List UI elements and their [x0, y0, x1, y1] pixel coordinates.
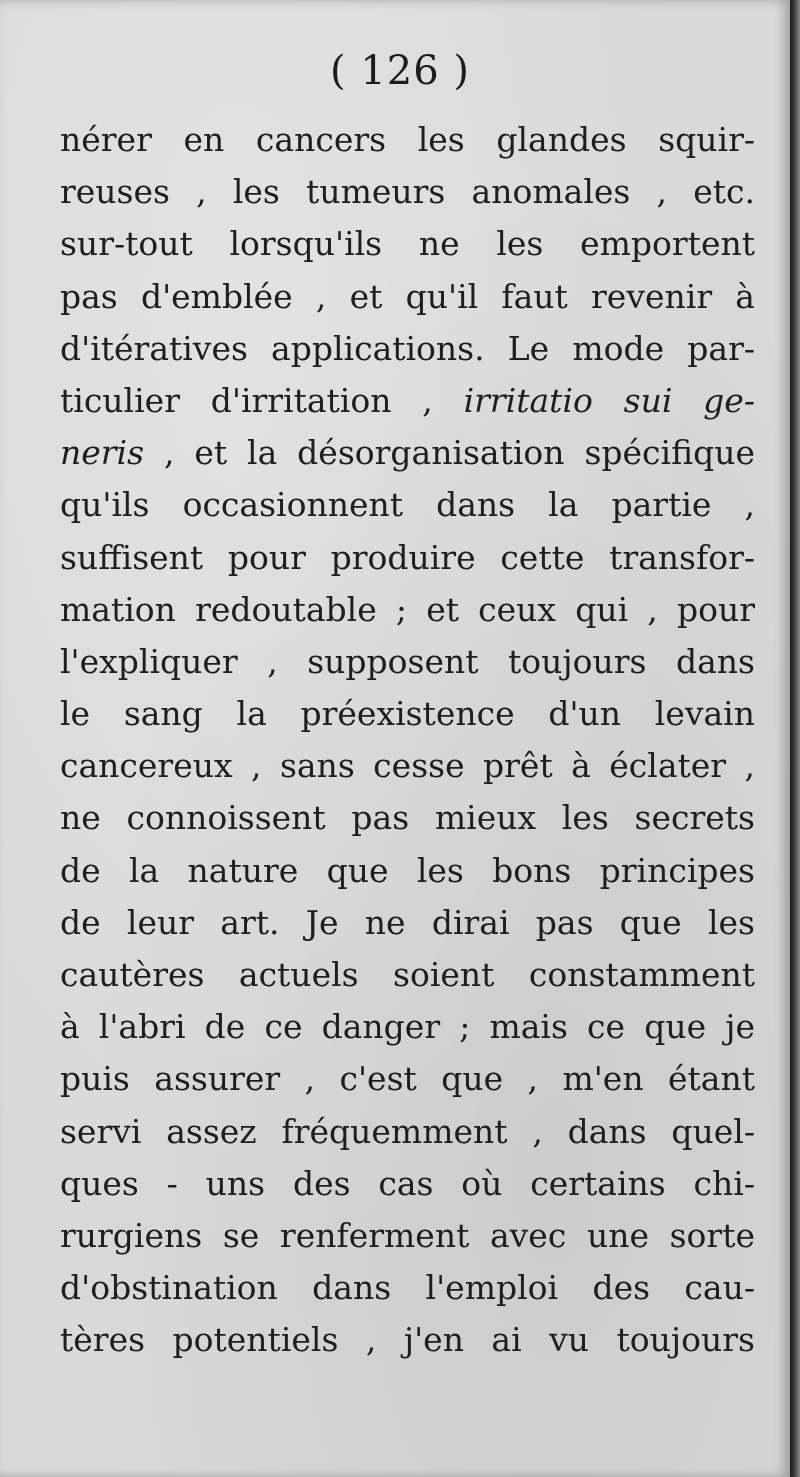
- text-line: qu'ils occasionnent dans la partie ,: [60, 485, 755, 525]
- text-line: servi assez fréquemment , dans quel-: [60, 1111, 755, 1151]
- text-line: puis assurer , c'est que , m'en étant: [60, 1059, 755, 1099]
- text-line: le sang la préexistence d'un levain: [60, 694, 755, 734]
- text-fragment: , et la désorganisation spécifique: [163, 433, 755, 473]
- page-number: ( 126 ): [330, 48, 470, 94]
- text-line: cancereux , sans cesse prêt à éclater ,: [60, 746, 755, 786]
- text-line: d'obstination dans l'emploi des cau-: [60, 1268, 755, 1308]
- text-line: sur-tout lorsqu'ils ne les emportent: [60, 224, 755, 264]
- text-line: de la nature que les bons principes: [60, 850, 755, 890]
- text-line: mation redoutable ; et ceux qui , pour: [60, 589, 755, 629]
- text-line: à l'abri de ce danger ; mais ce que je: [60, 1007, 755, 1047]
- text-fragment: ticulier d'irritation ,: [60, 380, 433, 420]
- italic-fragment: neris: [60, 433, 145, 473]
- page-edge-shadow: [790, 0, 800, 1477]
- body-text: [60, 114, 755, 1367]
- italic-fragment: irritatio sui ge-: [463, 380, 755, 420]
- text-line: d'itératives applications. Le mode par-: [60, 328, 755, 368]
- text-line: rurgiens se renferment avec une sorte: [60, 1215, 755, 1255]
- text-line: nérer en cancers les glandes squir-: [60, 120, 755, 159]
- text-line: l'expliquer , supposent toujours dans: [60, 641, 755, 681]
- text-line: cautères actuels soient constamment: [60, 955, 755, 994]
- text-line: ques - uns des cas où certains chi-: [60, 1163, 755, 1203]
- text-line: ne connoissent pas mieux les secrets: [60, 798, 755, 838]
- text-line: pas d'emblée , et qu'il faut revenir à: [60, 276, 755, 316]
- text-line-mixed: [60, 375, 755, 427]
- text-line-mixed: [60, 427, 755, 479]
- text-line: reuses , les tumeurs anomales , etc.: [60, 172, 755, 212]
- text-line: suffisent pour produire cette transfor-: [60, 537, 755, 577]
- text-line: de leur art. Je ne dirai pas que les: [60, 902, 755, 942]
- text-line: tères potentiels , j'en ai vu toujours: [60, 1320, 755, 1360]
